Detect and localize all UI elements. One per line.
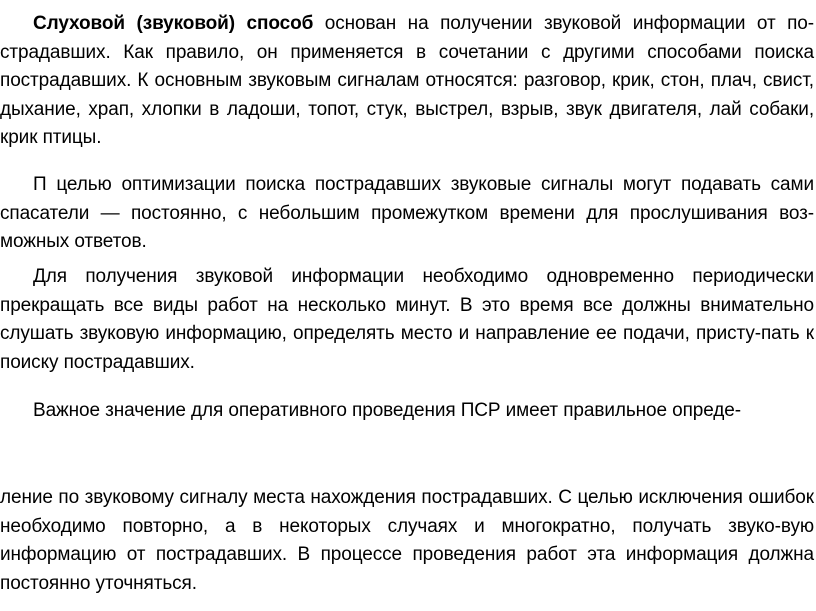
- paragraph-importance: Важное значение для оперативного проведения ПСР имеет правильное опреде-: [33, 400, 741, 421]
- paragraph-1-text: основан на получении звуковой информации от по-страдавших. Как правило, он применяется в сочетании с другими способами поиска пострадавших. К основным звуковым сигналам относятся: разговор, крик, стон, плач, свист, дыхание, храп, хлопки в ладоши, топот, стук, выстрел, взрыв, звук двигателя, лай собаки, крик птицы.: [0, 13, 814, 148]
- paragraph-repeat-check: ление по звуковому сигналу места нахождения пострадавших. С целью исключения ошибок необходимо повторно, а в некоторых случаях и многократно, получать звуко-вую информацию от пострадавших. В процессе проведения работ эта информация должна постоянно уточняться.: [0, 487, 814, 594]
- term-auditory-method: Слуховой (звуковой) способ: [33, 13, 314, 34]
- paragraph-auditory-method: [0, 10, 814, 153]
- paragraph-stop-work: Для получения звуковой информации необходимо одновременно периодически прекращать все виды работ на несколько минут. В это время все должны внимательно слушать звуковую информацию, определять место и направление ее подачи, присту-пать к поиску пострадавших.: [0, 266, 814, 373]
- paragraph-rescuer-signals: П целью оптимизации поиска пострадавших звуковые сигналы могут подавать сами спасатели — постоянно, с небольшим промежутком времени для прослушивания воз-можных ответов.: [0, 174, 814, 252]
